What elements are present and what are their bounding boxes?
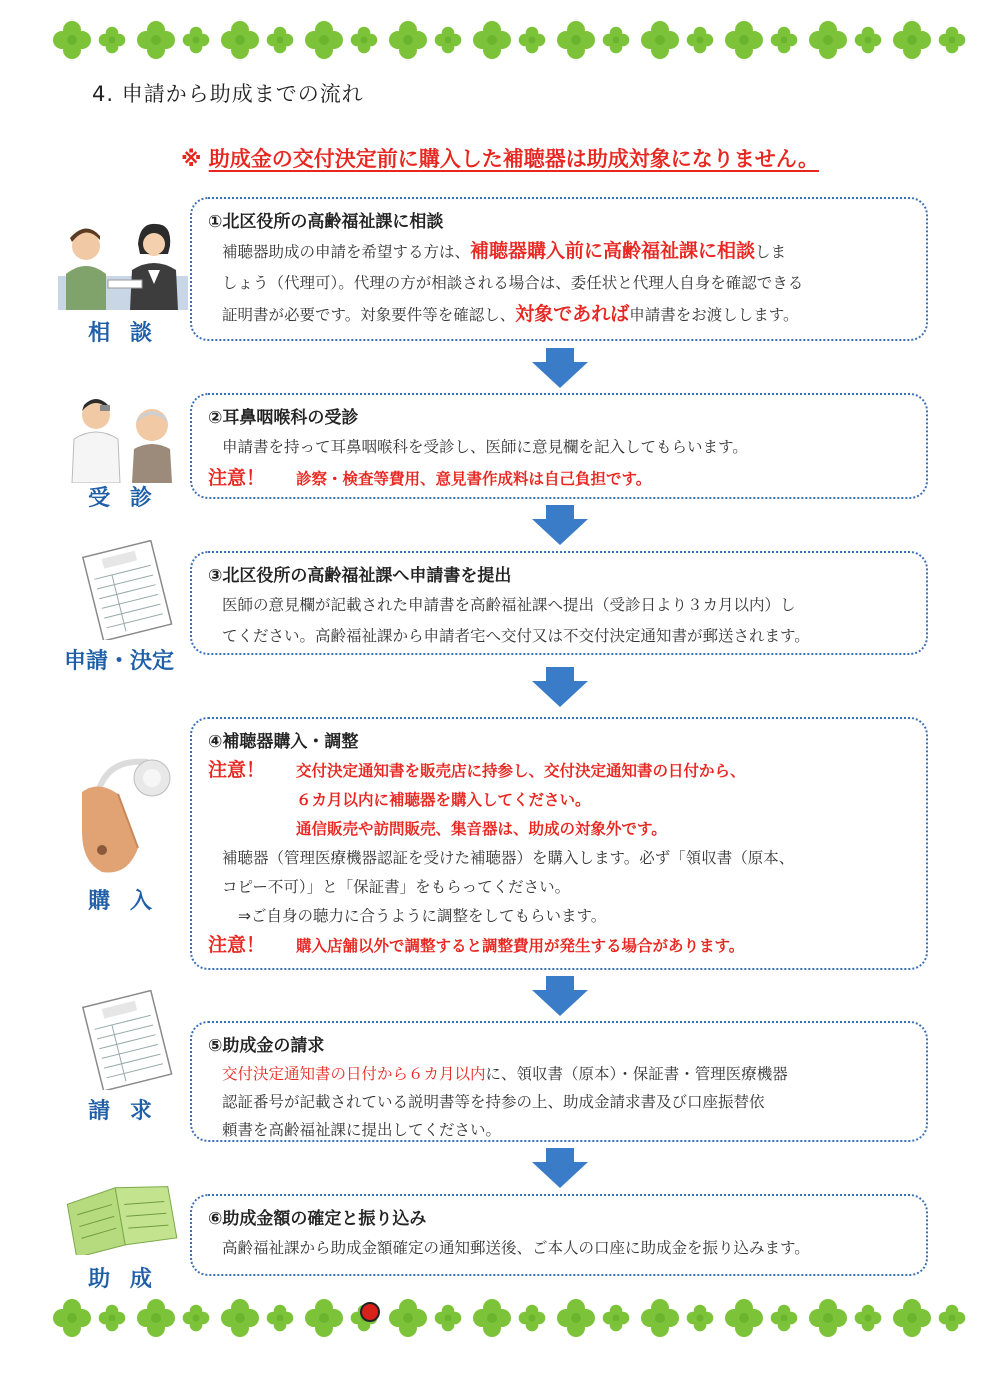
clover-border-bottom [40,1296,960,1346]
step-label-claim: 請 求 [88,1099,158,1124]
step-title: ①北区役所の高齢福祉課に相談 [208,212,444,232]
caution-label: 注意！ [208,467,266,489]
step-label-exam: 受 診 [88,486,158,511]
step-text-emphasis: 補聴器購入前に高齢福祉課に相談 [470,240,756,262]
down-arrow-icon [532,976,588,1016]
doctor-exam-illustration [62,393,182,483]
step-box-grant [190,1194,928,1276]
step-box-purchase [190,717,928,970]
caution-text: 交付決定通知書を販売店に持参し、交付決定通知書の日付から、 [296,762,746,780]
step-title: ④補聴器購入・調整 [208,732,359,752]
step-text: 高齢福祉課から助成金額確定の通知郵送後、ご本人の口座に助成金を振り込みます。 [222,1239,810,1257]
hearing-aid-illustration [68,752,188,882]
clover-border-top [40,18,960,68]
step-box-claim [190,1021,928,1142]
step-label-consult: 相 談 [88,321,158,346]
notice-mark: ※ [181,147,202,171]
step-label-purchase: 購 入 [88,889,158,914]
step-title: ⑥助成金額の確定と振り込み [208,1209,427,1229]
step-title: ⑤助成金の請求 [208,1036,325,1056]
step-text: コピー不可）」と「保証書」をもらってください。 [222,878,571,896]
caution-label: 注意！ [208,934,266,956]
step-label-apply: 申請・決定 [63,649,174,674]
step-text: 補聴器助成の申請を希望する方は、 [222,243,471,261]
step-text: 医師の意見欄が記載された申請書を高齢福祉課へ提出（受診日より３カ月以内）し [222,596,796,614]
step-text-emphasis: 対象であれば [515,303,630,325]
ladybug-icon [360,1302,380,1322]
notice-warning [0,143,1000,173]
step-title: ②耳鼻咽喉科の受診 [208,408,359,428]
step-text-emphasis: 交付決定通知書の日付から６カ月以内 [222,1065,486,1083]
caution-label: 注意！ [208,759,266,781]
step-text: に、領収書（原本）・保証書・管理医療機器 [485,1065,788,1083]
step-text: 証明書が必要です。対象要件等を確認し、 [222,306,516,324]
step-text: しま [755,243,787,261]
consultation-illustration [58,218,188,310]
down-arrow-icon [532,1148,588,1188]
step-text: てください。高齢福祉課から申請者宅へ交付又は不交付決定通知書が郵送されます。 [222,627,810,645]
step-box-consult [190,197,928,341]
step-text: ⇒ご自身の聴力に合うように調整をしてもらいます。 [238,907,607,925]
claim-form-illustration [66,990,186,1090]
step-title: ③北区役所の高齢福祉課へ申請書を提出 [208,566,512,586]
caution-text: ６カ月以内に補聴器を購入してください。 [296,791,591,809]
caution-text: 購入店舗以外で調整すると調整費用が発生する場合があります。 [296,937,745,955]
bankbook-illustration [62,1175,182,1255]
caution-text: 通信販売や訪問販売、集音器は、助成の対象外です。 [296,820,667,838]
section-heading: 4. 申請から助成までの流れ [92,82,364,106]
caution-text: 診察・検査等費用、意見書作成料は自己負担です。 [296,470,652,488]
step-label-grant: 助 成 [88,1267,158,1292]
notice-text: 助成金の交付決定前に購入した補聴器は助成対象になりません。 [208,147,819,171]
step-box-exam [190,393,928,499]
down-arrow-icon [532,505,588,545]
step-text: 認証番号が記載されている説明書等を持参の上、助成金請求書及び口座振替依 [222,1093,765,1111]
step-text: しょう（代理可）。代理の方が相談される場合は、委任状と代理人自身を確認できる [222,274,804,292]
application-form-illustration [66,540,186,640]
step-box-apply [190,551,928,655]
step-text: 申請書をお渡しします。 [629,306,799,324]
down-arrow-icon [532,348,588,388]
step-text: 頼書を高齢福祉課に提出してください。 [222,1121,502,1139]
down-arrow-icon [532,667,588,707]
step-text: 補聴器（管理医療機器認証を受けた補聴器）を購入します。必ず「領収書（原本、 [222,849,795,867]
step-text: 申請書を持って耳鼻咽喉科を受診し、医師に意見欄を記入してもらいます。 [222,438,748,456]
